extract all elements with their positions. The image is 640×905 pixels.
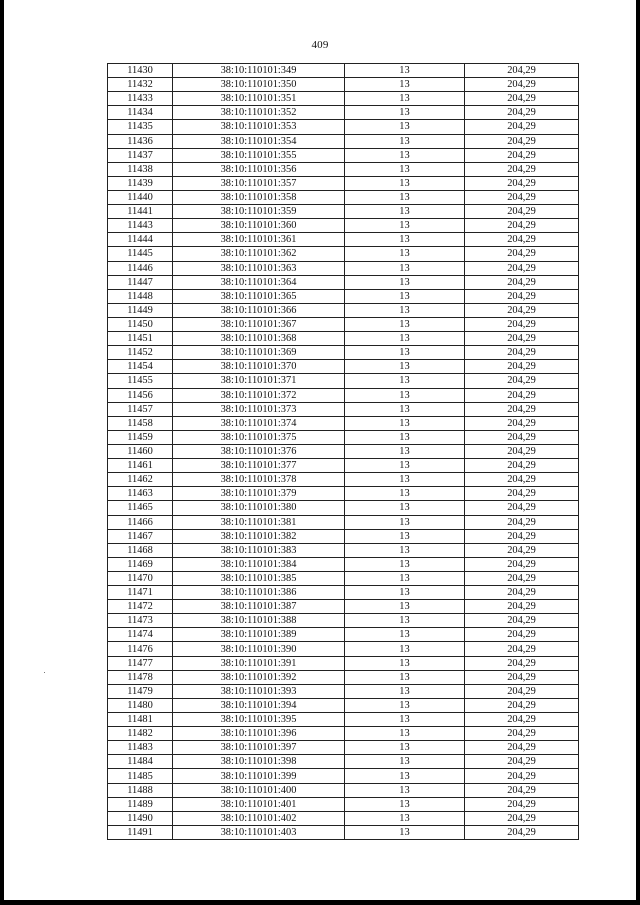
cadastral-number-cell: 38:10:110101:375	[173, 430, 345, 444]
cadastral-number-cell: 38:10:110101:403	[173, 825, 345, 839]
category-cell: 13	[345, 205, 465, 219]
row-number-cell: 11490	[108, 811, 173, 825]
table-row	[108, 261, 579, 275]
cadastral-number-cell: 38:10:110101:392	[173, 670, 345, 684]
category-cell: 13	[345, 106, 465, 120]
value-cell: 204,29	[465, 797, 579, 811]
cadastral-number-cell: 38:10:110101:395	[173, 713, 345, 727]
cadastral-number-cell: 38:10:110101:349	[173, 64, 345, 78]
cadastral-number-cell: 38:10:110101:384	[173, 557, 345, 571]
value-cell: 204,29	[465, 698, 579, 712]
table-row	[108, 205, 579, 219]
value-cell: 204,29	[465, 346, 579, 360]
cadastral-number-cell: 38:10:110101:356	[173, 162, 345, 176]
row-number-cell: 11481	[108, 713, 173, 727]
row-number-cell: 11456	[108, 388, 173, 402]
cadastral-number-cell: 38:10:110101:396	[173, 727, 345, 741]
cadastral-number-cell: 38:10:110101:389	[173, 628, 345, 642]
row-number-cell: 11434	[108, 106, 173, 120]
value-cell: 204,29	[465, 317, 579, 331]
value-cell: 204,29	[465, 247, 579, 261]
value-cell: 204,29	[465, 416, 579, 430]
row-number-cell: 11436	[108, 134, 173, 148]
row-number-cell: 11444	[108, 233, 173, 247]
table-row	[108, 78, 579, 92]
row-number-cell: 11468	[108, 543, 173, 557]
value-cell: 204,29	[465, 275, 579, 289]
cadastral-number-cell: 38:10:110101:362	[173, 247, 345, 261]
category-cell: 13	[345, 388, 465, 402]
value-cell: 204,29	[465, 219, 579, 233]
row-number-cell: 11478	[108, 670, 173, 684]
table-row	[108, 402, 579, 416]
parcel-table	[107, 63, 579, 840]
cadastral-number-cell: 38:10:110101:350	[173, 78, 345, 92]
table-row	[108, 64, 579, 78]
category-cell: 13	[345, 261, 465, 275]
value-cell: 204,29	[465, 289, 579, 303]
cadastral-number-cell: 38:10:110101:373	[173, 402, 345, 416]
category-cell: 13	[345, 317, 465, 331]
category-cell: 13	[345, 684, 465, 698]
category-cell: 13	[345, 600, 465, 614]
cadastral-number-cell: 38:10:110101:353	[173, 120, 345, 134]
category-cell: 13	[345, 670, 465, 684]
row-number-cell: 11430	[108, 64, 173, 78]
table-row	[108, 346, 579, 360]
row-number-cell: 11480	[108, 698, 173, 712]
page-number: 409	[311, 39, 329, 51]
row-number-cell: 11465	[108, 501, 173, 515]
value-cell: 204,29	[465, 162, 579, 176]
table-row	[108, 332, 579, 346]
value-cell: 204,29	[465, 444, 579, 458]
scan-edge-bottom	[0, 900, 640, 905]
cadastral-number-cell: 38:10:110101:361	[173, 233, 345, 247]
table-row	[108, 628, 579, 642]
table-row	[108, 656, 579, 670]
value-cell: 204,29	[465, 656, 579, 670]
table-row	[108, 120, 579, 134]
category-cell: 13	[345, 529, 465, 543]
category-cell: 13	[345, 473, 465, 487]
value-cell: 204,29	[465, 825, 579, 839]
category-cell: 13	[345, 543, 465, 557]
category-cell: 13	[345, 275, 465, 289]
cadastral-number-cell: 38:10:110101:351	[173, 92, 345, 106]
category-cell: 13	[345, 444, 465, 458]
value-cell: 204,29	[465, 529, 579, 543]
row-number-cell: 11485	[108, 769, 173, 783]
table-row	[108, 444, 579, 458]
row-number-cell: 11437	[108, 148, 173, 162]
table-row	[108, 586, 579, 600]
cadastral-number-cell: 38:10:110101:374	[173, 416, 345, 430]
table-row	[108, 374, 579, 388]
row-number-cell: 11458	[108, 416, 173, 430]
parcel-table-body	[108, 64, 579, 840]
value-cell: 204,29	[465, 755, 579, 769]
table-row	[108, 670, 579, 684]
cadastral-number-cell: 38:10:110101:357	[173, 176, 345, 190]
cadastral-number-cell: 38:10:110101:394	[173, 698, 345, 712]
category-cell: 13	[345, 614, 465, 628]
row-number-cell: 11433	[108, 92, 173, 106]
value-cell: 204,29	[465, 205, 579, 219]
cadastral-number-cell: 38:10:110101:371	[173, 374, 345, 388]
table-row	[108, 473, 579, 487]
row-number-cell: 11450	[108, 317, 173, 331]
value-cell: 204,29	[465, 713, 579, 727]
row-number-cell: 11474	[108, 628, 173, 642]
category-cell: 13	[345, 416, 465, 430]
category-cell: 13	[345, 247, 465, 261]
row-number-cell: 11491	[108, 825, 173, 839]
category-cell: 13	[345, 727, 465, 741]
table-row	[108, 571, 579, 585]
row-number-cell: 11454	[108, 360, 173, 374]
row-number-cell: 11440	[108, 190, 173, 204]
category-cell: 13	[345, 656, 465, 670]
table-row	[108, 825, 579, 839]
table-row	[108, 148, 579, 162]
category-cell: 13	[345, 360, 465, 374]
category-cell: 13	[345, 586, 465, 600]
value-cell: 204,29	[465, 642, 579, 656]
row-number-cell: 11435	[108, 120, 173, 134]
category-cell: 13	[345, 374, 465, 388]
row-number-cell: 11455	[108, 374, 173, 388]
value-cell: 204,29	[465, 614, 579, 628]
category-cell: 13	[345, 797, 465, 811]
cadastral-number-cell: 38:10:110101:378	[173, 473, 345, 487]
value-cell: 204,29	[465, 628, 579, 642]
table-row	[108, 430, 579, 444]
table-row	[108, 811, 579, 825]
table-row	[108, 190, 579, 204]
cadastral-number-cell: 38:10:110101:401	[173, 797, 345, 811]
value-cell: 204,29	[465, 430, 579, 444]
value-cell: 204,29	[465, 501, 579, 515]
table-row	[108, 303, 579, 317]
category-cell: 13	[345, 783, 465, 797]
category-cell: 13	[345, 332, 465, 346]
value-cell: 204,29	[465, 148, 579, 162]
row-number-cell: 11451	[108, 332, 173, 346]
value-cell: 204,29	[465, 727, 579, 741]
cadastral-number-cell: 38:10:110101:377	[173, 459, 345, 473]
parcel-table-container	[107, 63, 578, 840]
table-row	[108, 219, 579, 233]
row-number-cell: 11466	[108, 515, 173, 529]
table-row	[108, 162, 579, 176]
category-cell: 13	[345, 571, 465, 585]
category-cell: 13	[345, 78, 465, 92]
row-number-cell: 11484	[108, 755, 173, 769]
row-number-cell: 11432	[108, 78, 173, 92]
table-row	[108, 698, 579, 712]
category-cell: 13	[345, 92, 465, 106]
cadastral-number-cell: 38:10:110101:364	[173, 275, 345, 289]
scan-edge-right	[636, 0, 640, 905]
cadastral-number-cell: 38:10:110101:383	[173, 543, 345, 557]
table-row	[108, 487, 579, 501]
cadastral-number-cell: 38:10:110101:380	[173, 501, 345, 515]
cadastral-number-cell: 38:10:110101:399	[173, 769, 345, 783]
value-cell: 204,29	[465, 134, 579, 148]
category-cell: 13	[345, 162, 465, 176]
category-cell: 13	[345, 698, 465, 712]
category-cell: 13	[345, 769, 465, 783]
row-number-cell: 11467	[108, 529, 173, 543]
category-cell: 13	[345, 755, 465, 769]
row-number-cell: 11469	[108, 557, 173, 571]
value-cell: 204,29	[465, 190, 579, 204]
category-cell: 13	[345, 402, 465, 416]
row-number-cell: 11449	[108, 303, 173, 317]
row-number-cell: 11471	[108, 586, 173, 600]
table-row	[108, 684, 579, 698]
cadastral-number-cell: 38:10:110101:379	[173, 487, 345, 501]
table-row	[108, 388, 579, 402]
row-number-cell: 11438	[108, 162, 173, 176]
value-cell: 204,29	[465, 571, 579, 585]
table-row	[108, 741, 579, 755]
row-number-cell: 11452	[108, 346, 173, 360]
table-row	[108, 769, 579, 783]
value-cell: 204,29	[465, 388, 579, 402]
category-cell: 13	[345, 120, 465, 134]
value-cell: 204,29	[465, 557, 579, 571]
row-number-cell: 11457	[108, 402, 173, 416]
category-cell: 13	[345, 825, 465, 839]
table-row	[108, 642, 579, 656]
category-cell: 13	[345, 642, 465, 656]
table-row	[108, 501, 579, 515]
value-cell: 204,29	[465, 515, 579, 529]
category-cell: 13	[345, 501, 465, 515]
cadastral-number-cell: 38:10:110101:390	[173, 642, 345, 656]
cadastral-number-cell: 38:10:110101:355	[173, 148, 345, 162]
table-row	[108, 755, 579, 769]
category-cell: 13	[345, 190, 465, 204]
cadastral-number-cell: 38:10:110101:397	[173, 741, 345, 755]
cadastral-number-cell: 38:10:110101:387	[173, 600, 345, 614]
row-number-cell: 11482	[108, 727, 173, 741]
value-cell: 204,29	[465, 487, 579, 501]
category-cell: 13	[345, 303, 465, 317]
table-row	[108, 247, 579, 261]
table-row	[108, 783, 579, 797]
category-cell: 13	[345, 346, 465, 360]
value-cell: 204,29	[465, 106, 579, 120]
table-row	[108, 713, 579, 727]
table-row	[108, 289, 579, 303]
value-cell: 204,29	[465, 684, 579, 698]
cadastral-number-cell: 38:10:110101:402	[173, 811, 345, 825]
value-cell: 204,29	[465, 769, 579, 783]
scan-speck	[44, 672, 45, 673]
row-number-cell: 11439	[108, 176, 173, 190]
value-cell: 204,29	[465, 92, 579, 106]
category-cell: 13	[345, 430, 465, 444]
table-row	[108, 529, 579, 543]
row-number-cell: 11470	[108, 571, 173, 585]
cadastral-number-cell: 38:10:110101:358	[173, 190, 345, 204]
value-cell: 204,29	[465, 120, 579, 134]
table-row	[108, 134, 579, 148]
row-number-cell: 11473	[108, 614, 173, 628]
value-cell: 204,29	[465, 303, 579, 317]
table-row	[108, 543, 579, 557]
value-cell: 204,29	[465, 741, 579, 755]
cadastral-number-cell: 38:10:110101:359	[173, 205, 345, 219]
table-row	[108, 317, 579, 331]
row-number-cell: 11443	[108, 219, 173, 233]
cadastral-number-cell: 38:10:110101:391	[173, 656, 345, 670]
cadastral-number-cell: 38:10:110101:370	[173, 360, 345, 374]
table-row	[108, 176, 579, 190]
value-cell: 204,29	[465, 64, 579, 78]
category-cell: 13	[345, 811, 465, 825]
cadastral-number-cell: 38:10:110101:368	[173, 332, 345, 346]
cadastral-number-cell: 38:10:110101:352	[173, 106, 345, 120]
row-number-cell: 11472	[108, 600, 173, 614]
category-cell: 13	[345, 176, 465, 190]
cadastral-number-cell: 38:10:110101:366	[173, 303, 345, 317]
table-row	[108, 614, 579, 628]
table-row	[108, 727, 579, 741]
row-number-cell: 11483	[108, 741, 173, 755]
table-row	[108, 600, 579, 614]
row-number-cell: 11479	[108, 684, 173, 698]
cadastral-number-cell: 38:10:110101:369	[173, 346, 345, 360]
table-row	[108, 92, 579, 106]
table-row	[108, 557, 579, 571]
cadastral-number-cell: 38:10:110101:354	[173, 134, 345, 148]
value-cell: 204,29	[465, 811, 579, 825]
value-cell: 204,29	[465, 473, 579, 487]
category-cell: 13	[345, 515, 465, 529]
table-row	[108, 360, 579, 374]
category-cell: 13	[345, 64, 465, 78]
row-number-cell: 11460	[108, 444, 173, 458]
category-cell: 13	[345, 148, 465, 162]
row-number-cell: 11445	[108, 247, 173, 261]
category-cell: 13	[345, 713, 465, 727]
cadastral-number-cell: 38:10:110101:372	[173, 388, 345, 402]
cadastral-number-cell: 38:10:110101:365	[173, 289, 345, 303]
value-cell: 204,29	[465, 261, 579, 275]
category-cell: 13	[345, 289, 465, 303]
value-cell: 204,29	[465, 586, 579, 600]
row-number-cell: 11476	[108, 642, 173, 656]
value-cell: 204,29	[465, 459, 579, 473]
value-cell: 204,29	[465, 360, 579, 374]
row-number-cell: 11462	[108, 473, 173, 487]
cadastral-number-cell: 38:10:110101:386	[173, 586, 345, 600]
value-cell: 204,29	[465, 543, 579, 557]
row-number-cell: 11441	[108, 205, 173, 219]
category-cell: 13	[345, 628, 465, 642]
cadastral-number-cell: 38:10:110101:400	[173, 783, 345, 797]
table-row	[108, 233, 579, 247]
value-cell: 204,29	[465, 783, 579, 797]
row-number-cell: 11488	[108, 783, 173, 797]
category-cell: 13	[345, 134, 465, 148]
table-row	[108, 275, 579, 289]
row-number-cell: 11446	[108, 261, 173, 275]
value-cell: 204,29	[465, 78, 579, 92]
cadastral-number-cell: 38:10:110101:360	[173, 219, 345, 233]
cadastral-number-cell: 38:10:110101:367	[173, 317, 345, 331]
value-cell: 204,29	[465, 233, 579, 247]
value-cell: 204,29	[465, 332, 579, 346]
category-cell: 13	[345, 459, 465, 473]
row-number-cell: 11463	[108, 487, 173, 501]
value-cell: 204,29	[465, 402, 579, 416]
category-cell: 13	[345, 233, 465, 247]
row-number-cell: 11461	[108, 459, 173, 473]
category-cell: 13	[345, 487, 465, 501]
cadastral-number-cell: 38:10:110101:398	[173, 755, 345, 769]
category-cell: 13	[345, 741, 465, 755]
cadastral-number-cell: 38:10:110101:382	[173, 529, 345, 543]
cadastral-number-cell: 38:10:110101:376	[173, 444, 345, 458]
cadastral-number-cell: 38:10:110101:393	[173, 684, 345, 698]
cadastral-number-cell: 38:10:110101:363	[173, 261, 345, 275]
value-cell: 204,29	[465, 670, 579, 684]
value-cell: 204,29	[465, 600, 579, 614]
row-number-cell: 11489	[108, 797, 173, 811]
row-number-cell: 11448	[108, 289, 173, 303]
table-row	[108, 459, 579, 473]
table-row	[108, 515, 579, 529]
scan-edge-left	[0, 0, 4, 905]
cadastral-number-cell: 38:10:110101:385	[173, 571, 345, 585]
row-number-cell: 11459	[108, 430, 173, 444]
row-number-cell: 11477	[108, 656, 173, 670]
category-cell: 13	[345, 557, 465, 571]
table-row	[108, 797, 579, 811]
category-cell: 13	[345, 219, 465, 233]
cadastral-number-cell: 38:10:110101:388	[173, 614, 345, 628]
value-cell: 204,29	[465, 374, 579, 388]
row-number-cell: 11447	[108, 275, 173, 289]
value-cell: 204,29	[465, 176, 579, 190]
table-row	[108, 416, 579, 430]
cadastral-number-cell: 38:10:110101:381	[173, 515, 345, 529]
table-row	[108, 106, 579, 120]
